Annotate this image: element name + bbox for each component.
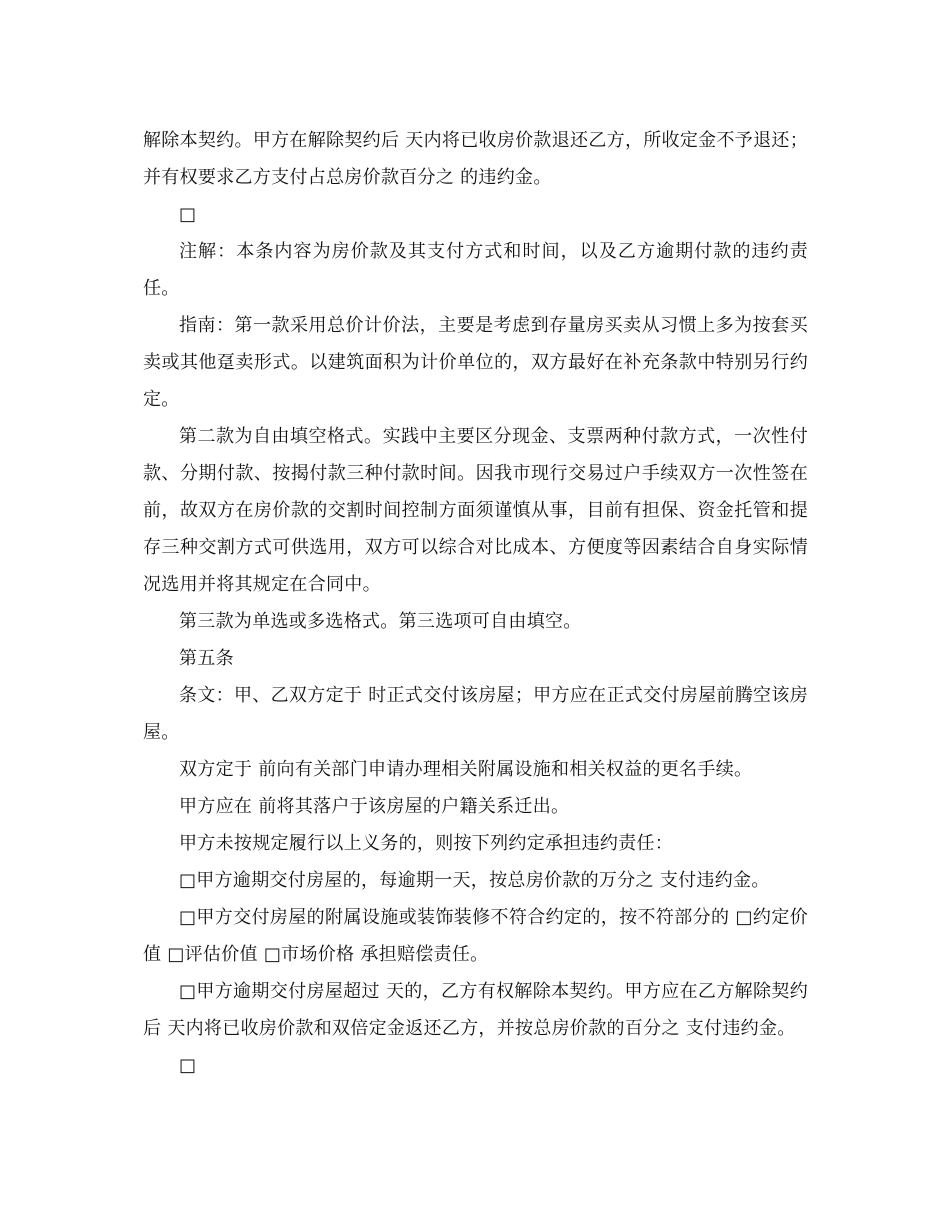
paragraph-household-registration: 甲方应在 前将其落户于该房屋的户籍关系迁出。 [179, 796, 570, 817]
paragraph-liability-intro: 甲方未按规定履行以上义务的，则按下列约定承担违约责任： [179, 833, 674, 854]
checkbox-placeholder: □ [179, 1055, 197, 1076]
option-late-delivery: □甲方逾期交付房屋的，每逾期一天，按总房价款的万分之 支付违约金。 [179, 870, 770, 891]
option-termination: □甲方逾期交付房屋超过 天的，乙方有权解除本契约。甲方应在乙方解除契约后 天内将已收房价款和双倍定金返还乙方，并按总房价款的百分之 支付违约金。 [143, 981, 808, 1039]
paragraph-annotation: 注解：本条内容为房价款及其支付方式和时间，以及乙方逾期付款的违约责任。 [143, 241, 808, 299]
checkbox-placeholder: □ [179, 204, 197, 225]
option-nonconforming-facilities: □甲方交付房屋的附属设施或装饰装修不符合约定的，按不符部分的 □约定价值 □评估价值 □市场价格 承担赔偿责任。 [143, 907, 808, 965]
document-body [143, 122, 808, 1084]
paragraph-clause-three: 第三款为单选或多选格式。第三选项可自由填空。 [179, 611, 582, 632]
paragraph-rename-procedure: 双方定于 前向有关部门申请办理相关附属设施和相关权益的更名手续。 [179, 759, 753, 780]
paragraph-article-text: 条文：甲、乙双方定于 时正式交付该房屋；甲方应在正式交付房屋前腾空该房屋。 [143, 685, 808, 743]
section-heading: 第五条 [179, 648, 234, 669]
paragraph-clause-two: 第二款为自由填空格式。实践中主要区分现金、支票两种付款方式，一次性付款、分期付款、按揭付款三种付款时间。因我市现行交易过户手续双方一次性签在前，故双方在房价款的交割时间控制方面须谨慎从事，目前有担保、资金托管和提存三种交割方式可供选用，双方可以综合对比成本、方便度等因素结合自身实际情况选用并将其规定在合同中。 [143, 426, 808, 595]
paragraph-continuation: 解除本契约。甲方在解除契约后 天内将已收房价款退还乙方，所收定金不予退还；并有权要求乙方支付占总房价款百分之 的违约金。 [143, 130, 808, 188]
paragraph-guide: 指南：第一款采用总价计价法，主要是考虑到存量房买卖从习惯上多为按套买卖或其他趸卖形式。以建筑面积为计价单位的，双方最好在补充条款中特别另行约定。 [143, 315, 808, 410]
